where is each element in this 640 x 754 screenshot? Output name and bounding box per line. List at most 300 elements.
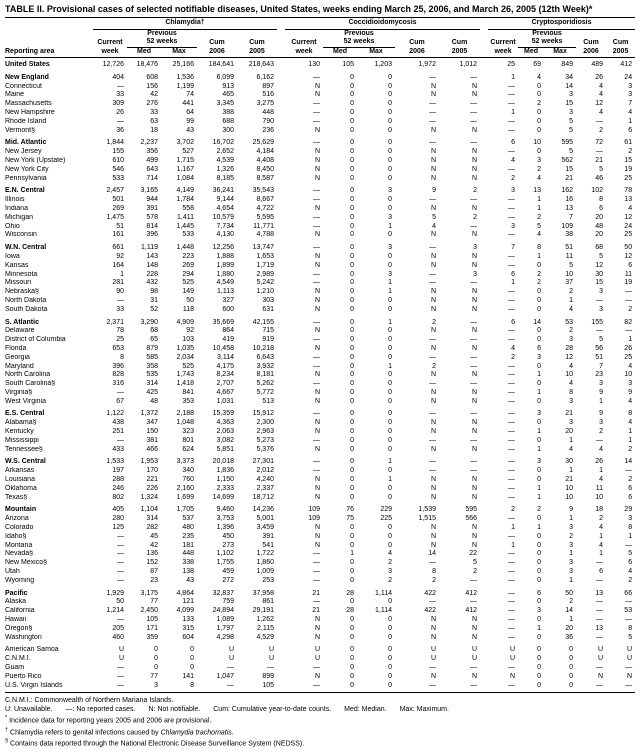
cell: 6,162 xyxy=(256,73,274,81)
table-row xyxy=(5,205,635,214)
row-label: Nevada§ xyxy=(5,550,34,558)
cell: N xyxy=(314,156,320,164)
cell: 2,160 xyxy=(176,484,194,492)
cell: 2 xyxy=(628,305,633,313)
cell: 327 xyxy=(222,296,234,304)
cell: U xyxy=(314,646,320,654)
cell: 1,214 xyxy=(106,607,124,615)
table-row xyxy=(5,559,635,568)
cell: 381 xyxy=(146,436,158,444)
cell: 316 xyxy=(112,380,124,388)
cell: 1,715 xyxy=(176,156,194,164)
cell: 68 xyxy=(150,327,158,335)
cell: 0 xyxy=(388,231,392,239)
group-header-row xyxy=(5,19,635,29)
row-label: Delaware xyxy=(5,327,35,335)
cell: 105 xyxy=(342,61,354,68)
cell: 1,972 xyxy=(418,61,436,68)
cell: 6 xyxy=(599,568,604,576)
cell: 3 xyxy=(628,91,633,99)
cell: 1,199 xyxy=(176,82,194,90)
cell: — xyxy=(313,380,320,388)
cell: 944 xyxy=(146,196,158,204)
column-spacer xyxy=(277,135,285,148)
cell: — xyxy=(625,541,633,549)
column-spacer xyxy=(480,118,488,127)
cell: 50 xyxy=(624,244,633,252)
cell: 0 xyxy=(537,296,542,304)
row-label: Rhode Island xyxy=(5,117,47,125)
cell: N xyxy=(430,174,436,182)
cell: — xyxy=(508,100,516,108)
cell: 624 xyxy=(182,445,194,453)
cell: N xyxy=(471,165,478,173)
cell: N xyxy=(314,174,320,182)
column-spacer xyxy=(277,467,285,476)
cell: — xyxy=(470,117,478,125)
cell: 0 xyxy=(537,436,542,444)
cell: 11 xyxy=(565,252,574,260)
row-label: E.N. Central xyxy=(5,187,45,195)
cell: 0 xyxy=(388,541,392,549)
cell: 10 xyxy=(565,270,574,278)
cell: 0 xyxy=(537,126,542,134)
cell: 156 xyxy=(146,82,158,90)
column-spacer xyxy=(277,586,285,599)
cell: 37 xyxy=(565,279,574,287)
cell: 3 xyxy=(511,187,516,195)
cell: N xyxy=(471,327,478,335)
cell: — xyxy=(313,244,320,252)
cell: — xyxy=(596,436,604,444)
cell: 2 xyxy=(569,327,574,335)
cell: 0 xyxy=(388,436,392,444)
column-spacer xyxy=(480,148,488,157)
cell: 0 xyxy=(388,261,392,269)
cell: 1,009 xyxy=(256,568,274,576)
cell: 276 xyxy=(146,100,158,108)
cell: 2,707 xyxy=(216,380,234,388)
cell: 2,333 xyxy=(216,484,234,492)
column-spacer xyxy=(277,47,285,58)
cell: N xyxy=(471,344,478,352)
cell: 50 xyxy=(116,598,124,606)
cell: 1,084 xyxy=(176,174,194,182)
cell: 18 xyxy=(150,126,158,134)
column-spacer xyxy=(480,625,488,634)
cell: 15 xyxy=(565,165,574,173)
table-row xyxy=(5,371,635,380)
column-spacer xyxy=(480,664,488,673)
cell: 118 xyxy=(182,305,194,313)
column-spacer xyxy=(277,550,285,559)
cell: 8 xyxy=(628,524,633,532)
cell: 391 xyxy=(146,204,158,212)
cell: 4 xyxy=(628,204,633,212)
cell: 595 xyxy=(465,506,478,514)
column-spacer xyxy=(480,183,488,196)
cell: 1,012 xyxy=(459,61,478,68)
cell: 688 xyxy=(222,117,234,125)
cell: N xyxy=(509,672,516,680)
column-spacer xyxy=(480,446,488,455)
cell: 1 xyxy=(599,397,604,405)
row-label: Ohio xyxy=(5,222,20,230)
cell: 149 xyxy=(182,288,194,296)
col-header-52weeks: 52 weeks xyxy=(518,38,576,47)
cell: — xyxy=(429,436,436,444)
cell: 1,797 xyxy=(216,624,234,632)
cell: 269 xyxy=(182,261,194,269)
cell: 3 xyxy=(569,419,574,427)
column-spacer xyxy=(480,205,488,214)
cell: 171 xyxy=(146,624,158,632)
column-spacer xyxy=(480,38,488,47)
cell: N xyxy=(430,524,436,532)
cell: — xyxy=(117,672,124,680)
cell: — xyxy=(508,296,516,304)
cell: — xyxy=(429,270,436,278)
column-spacer xyxy=(480,454,488,467)
cell: 4 xyxy=(537,73,542,81)
cell: 1,102 xyxy=(216,550,234,558)
cell: 0 xyxy=(190,664,194,671)
cell: 105 xyxy=(146,616,158,624)
footnote-marker: † xyxy=(5,726,9,733)
table-row xyxy=(5,253,635,262)
row-label: California xyxy=(5,607,35,615)
empty-cell xyxy=(237,29,277,38)
cell: N xyxy=(314,419,320,427)
col-header-previous: Previous xyxy=(147,29,177,37)
cell: 3 xyxy=(628,515,633,523)
cell: 0 xyxy=(388,493,392,501)
cell: 1,539 xyxy=(418,506,436,514)
cell: — xyxy=(508,380,516,388)
cell: 0 xyxy=(388,681,392,689)
cell: 2 xyxy=(569,532,574,540)
cell: 20 xyxy=(595,231,604,239)
cell: 42,155 xyxy=(252,318,274,326)
cell: 161 xyxy=(112,231,124,239)
cell: 0 xyxy=(537,681,542,689)
cell: 5,595 xyxy=(256,213,274,221)
cell: 48 xyxy=(150,397,158,405)
column-spacer xyxy=(277,205,285,214)
table-title: TABLE II. Provisional cases of selected notifiable diseases, United States, weeks ending March 25, 2006, and March 26, 2005 (12th Week)* xyxy=(5,4,635,18)
previous-header-row xyxy=(5,29,635,38)
column-spacer xyxy=(480,127,488,136)
table-row xyxy=(5,428,635,437)
column-spacer xyxy=(480,437,488,446)
cell: — xyxy=(596,616,604,624)
cell: U xyxy=(597,655,604,663)
cell: 15 xyxy=(624,156,633,164)
cell: 15,912 xyxy=(252,410,274,418)
cell: N xyxy=(314,327,320,335)
table-row xyxy=(5,476,635,485)
row-label: Washington xyxy=(5,633,42,641)
cell: N xyxy=(471,616,478,624)
cell: 3 xyxy=(569,541,574,549)
cell: N xyxy=(314,288,320,296)
cell: 92 xyxy=(116,252,124,260)
cell: 16,702 xyxy=(212,139,234,147)
cell: N xyxy=(314,91,320,99)
cell: 65 xyxy=(150,336,158,344)
cell: 4 xyxy=(569,305,574,313)
cell: 0 xyxy=(350,646,354,654)
row-label: Montana xyxy=(5,541,33,549)
table-row xyxy=(5,542,635,551)
cell: 4 xyxy=(537,174,542,182)
column-spacer xyxy=(277,476,285,485)
cell: 0 xyxy=(350,196,354,204)
table-row xyxy=(5,345,635,354)
table-row xyxy=(5,655,635,664)
cell: 5,851 xyxy=(216,445,234,453)
cell: 448 xyxy=(262,108,274,116)
row-label: Wyoming xyxy=(5,576,35,584)
table-row xyxy=(5,240,635,253)
cell: 0 xyxy=(350,117,354,125)
cell: N xyxy=(471,288,478,296)
cell: — xyxy=(508,204,516,212)
cell: — xyxy=(508,467,516,475)
table-row xyxy=(5,288,635,297)
cell: 4 xyxy=(599,476,604,484)
cell: 0 xyxy=(350,458,354,466)
column-spacer xyxy=(480,673,488,682)
cell: 0 xyxy=(537,467,542,475)
cell: 143 xyxy=(146,252,158,260)
table-row xyxy=(5,100,635,109)
cell: 170 xyxy=(146,467,158,475)
column-spacer xyxy=(480,240,488,253)
column-spacer xyxy=(480,19,488,29)
row-label: New York (Upstate) xyxy=(5,156,66,164)
cell: 4,130 xyxy=(216,231,234,239)
cell: 448 xyxy=(182,550,194,558)
footnote-marker: * xyxy=(5,715,8,722)
cell: 814 xyxy=(146,222,158,230)
row-label: Guam xyxy=(5,664,25,671)
empty-cell xyxy=(5,38,93,47)
cell: 340 xyxy=(182,467,194,475)
column-spacer xyxy=(480,533,488,542)
col-header-week: week xyxy=(93,47,127,58)
cell: N xyxy=(430,126,436,134)
table-row xyxy=(5,279,635,288)
column-spacer xyxy=(277,625,285,634)
cell: 0 xyxy=(350,380,354,388)
column-spacer xyxy=(480,29,488,38)
cell: 0 xyxy=(537,148,542,156)
cell: 0 xyxy=(388,388,392,396)
column-spacer xyxy=(277,371,285,380)
cell: 121 xyxy=(182,598,194,606)
column-spacer xyxy=(480,524,488,533)
cell: 516 xyxy=(262,91,274,99)
cell: 8 xyxy=(628,410,633,418)
cell: — xyxy=(227,664,234,671)
cell: — xyxy=(508,664,516,671)
cell: 4 xyxy=(599,541,604,549)
cell: N xyxy=(430,165,436,173)
cell: 253 xyxy=(262,576,274,584)
cell: 1 xyxy=(569,296,574,304)
cell: 9 xyxy=(569,506,574,514)
cell: 4 xyxy=(628,108,633,116)
cell: 8,234 xyxy=(216,371,234,379)
cell: N xyxy=(471,371,478,379)
cell: 0 xyxy=(537,117,542,125)
cell: 3,275 xyxy=(256,100,274,108)
cell: 0 xyxy=(388,371,392,379)
table-row xyxy=(5,664,635,673)
cell: 3 xyxy=(154,681,158,689)
cell: — xyxy=(508,589,516,597)
cell: 7 xyxy=(628,100,633,108)
column-spacer xyxy=(480,682,488,691)
table-row xyxy=(5,467,635,476)
cell: 4 xyxy=(599,445,604,453)
cell: 1 xyxy=(537,624,542,632)
cell: — xyxy=(596,681,604,689)
cell: 3 xyxy=(569,108,574,116)
cell: 2 xyxy=(537,100,542,108)
cell: 2 xyxy=(537,270,542,278)
cell: 3 xyxy=(388,213,392,221)
cell: 225 xyxy=(380,515,392,523)
column-spacer xyxy=(277,83,285,92)
cell: 6,099 xyxy=(216,73,234,81)
cell: 861 xyxy=(262,598,274,606)
column-spacer xyxy=(277,109,285,118)
cell: 282 xyxy=(146,524,158,532)
cell: 0 xyxy=(350,100,354,108)
column-spacer xyxy=(480,598,488,607)
cell: 0 xyxy=(350,436,354,444)
table-row xyxy=(5,616,635,625)
col-header-week: week xyxy=(285,47,323,58)
cell: 0 xyxy=(350,445,354,453)
cell: N xyxy=(314,261,320,269)
cell: 5 xyxy=(628,633,633,641)
cell: — xyxy=(596,327,604,335)
cell: — xyxy=(470,139,478,147)
table-row xyxy=(5,454,635,467)
cell: N xyxy=(314,344,320,352)
cell: 4,549 xyxy=(216,279,234,287)
footnote-cnmi: C.N.M.I.: Commonwealth of Northern Mariana Islands. xyxy=(5,697,174,705)
column-spacer xyxy=(480,135,488,148)
cell: 43 xyxy=(186,576,194,584)
cell: 9 xyxy=(599,388,604,396)
cell: 15,359 xyxy=(212,410,234,418)
cell: 28 xyxy=(346,589,354,597)
cell: 0 xyxy=(388,204,392,212)
cell: — xyxy=(470,353,478,361)
cell: 2,188 xyxy=(176,410,194,418)
cell: 566 xyxy=(465,515,478,523)
cell: 0 xyxy=(537,397,542,405)
cell: 141 xyxy=(182,672,194,680)
row-label: New Hampshire xyxy=(5,108,55,116)
cell: — xyxy=(429,681,436,689)
cell: 78 xyxy=(624,187,633,195)
cell: 4,667 xyxy=(216,388,234,396)
cell: 0 xyxy=(350,633,354,641)
row-label: Texas§ xyxy=(5,493,28,501)
cell: — xyxy=(313,681,320,689)
cell: N xyxy=(430,476,436,484)
cell: 25 xyxy=(116,336,124,344)
cell: 879 xyxy=(146,344,158,352)
cell: 338 xyxy=(182,559,194,567)
cell: 441 xyxy=(182,100,194,108)
cell: 4,149 xyxy=(176,187,194,195)
cell: 42 xyxy=(150,541,158,549)
cell: 0 xyxy=(350,476,354,484)
cell: U xyxy=(509,655,516,663)
cell: 3 xyxy=(569,559,574,567)
cell: — xyxy=(470,196,478,204)
cell: 4,240 xyxy=(256,476,274,484)
cell: N xyxy=(314,484,320,492)
cell: 6 xyxy=(537,344,542,352)
cell: — xyxy=(313,458,320,466)
cell: 25,166 xyxy=(172,61,194,68)
cell: 2 xyxy=(388,576,392,584)
cell: — xyxy=(508,117,516,125)
cell: 2,963 xyxy=(256,428,274,436)
cell: 12 xyxy=(595,261,604,269)
cell: 631 xyxy=(262,305,274,313)
cell: 14 xyxy=(624,458,633,466)
cell: — xyxy=(117,568,124,576)
column-spacer xyxy=(277,673,285,682)
cell: N xyxy=(430,231,436,239)
table-row xyxy=(5,148,635,157)
col-header-max: Max xyxy=(161,47,197,58)
cell: 1 xyxy=(120,270,124,278)
cell: 849 xyxy=(561,61,574,68)
cell: 1 xyxy=(628,428,633,436)
cell: — xyxy=(313,108,320,116)
cell: 0 xyxy=(350,532,354,540)
table-row xyxy=(5,673,635,682)
cell: 16 xyxy=(565,196,574,204)
col-header-week: week xyxy=(488,47,518,58)
cell: 72 xyxy=(595,139,604,147)
cell: 1 xyxy=(388,458,392,466)
cell: 26 xyxy=(116,108,124,116)
column-spacer xyxy=(480,354,488,363)
column-spacer xyxy=(480,389,488,398)
cell: 8,450 xyxy=(256,165,274,173)
cell: — xyxy=(117,532,124,540)
cell: 1 xyxy=(388,279,392,287)
row-label: Colorado xyxy=(5,524,34,532)
cell: 82 xyxy=(624,318,633,326)
column-spacer xyxy=(480,476,488,485)
cell: — xyxy=(470,279,478,287)
cell: N xyxy=(314,524,320,532)
cell: N xyxy=(430,616,436,624)
table-row xyxy=(5,406,635,419)
cell: 34 xyxy=(565,73,574,81)
